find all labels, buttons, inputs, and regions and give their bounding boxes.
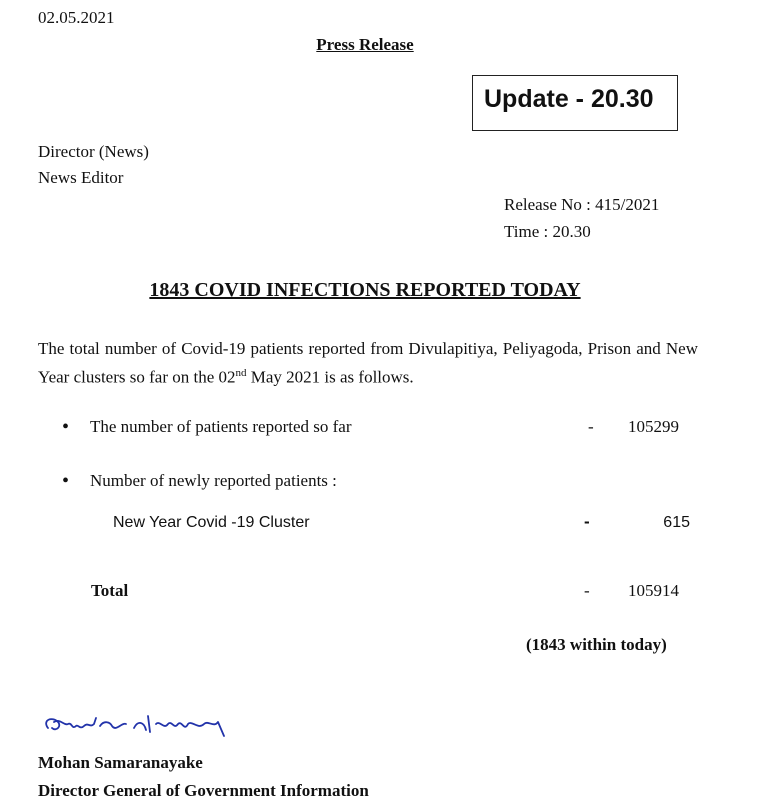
recipient-director: Director (News) (38, 142, 149, 161)
headline: 1843 COVID INFECTIONS REPORTED TODAY (149, 279, 581, 301)
handwritten-signature (38, 710, 238, 751)
recipient-editor: News Editor (38, 168, 124, 187)
release-time: Time : 20.30 (504, 222, 591, 241)
update-label: Update - 20.30 (484, 85, 654, 113)
intro-text-after: May 2021 is as follows. (246, 367, 414, 387)
intro-paragraph (38, 336, 698, 390)
cluster-dash: - (584, 512, 590, 531)
so-far-label: The number of patients reported so far (90, 417, 352, 436)
intro-superscript: nd (235, 367, 247, 379)
signatory-name: Mohan Samaranayake (38, 753, 203, 772)
press-release-heading: Press Release (316, 35, 414, 54)
total-value: 105914 (628, 581, 679, 600)
within-today: (1843 within today) (526, 635, 667, 654)
bullet-icon: • (62, 470, 70, 492)
release-number: Release No : 415/2021 (504, 195, 660, 214)
signatory-title: Director General of Government Information (38, 781, 369, 800)
total-dash: - (584, 581, 590, 600)
release-date: 02.05.2021 (38, 8, 115, 27)
so-far-value: 105299 (628, 417, 679, 436)
intro-text-before: The total number of Covid-19 patients reported from Divulapitiya, Peliyagoda, Prison and New Year clusters so far on the 02 (38, 339, 698, 387)
new-patients-label: Number of newly reported patients : (90, 471, 337, 490)
so-far-dash: - (588, 417, 594, 436)
update-box (472, 75, 678, 131)
total-label: Total (91, 581, 129, 600)
signature-icon (38, 710, 238, 746)
cluster-value: 615 (663, 514, 690, 531)
bullet-icon: • (62, 416, 70, 438)
cluster-label: New Year Covid -19 Cluster (113, 514, 310, 531)
